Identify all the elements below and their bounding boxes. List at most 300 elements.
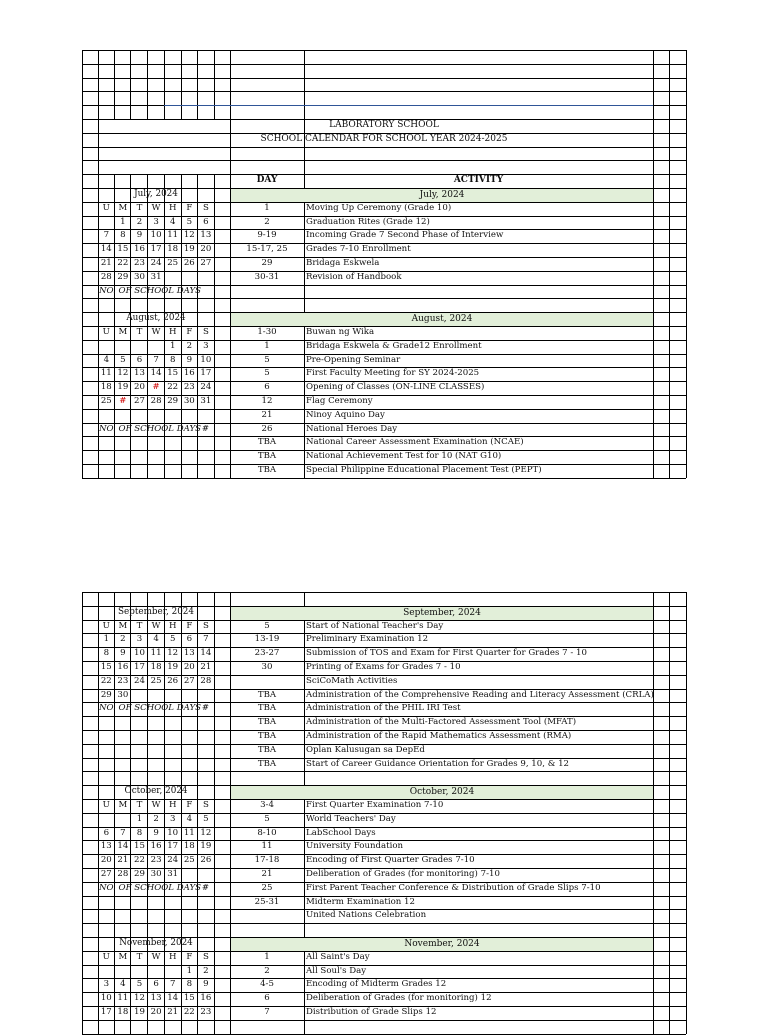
weekday-label: W bbox=[151, 951, 161, 962]
weekday-label: H bbox=[168, 327, 177, 337]
school-days-label: NO. OF SCHOOL DAYS bbox=[99, 882, 202, 893]
row-line bbox=[82, 64, 686, 65]
column-line bbox=[686, 119, 687, 174]
activity-day: 5 bbox=[264, 368, 270, 379]
activity-day: 17-18 bbox=[254, 855, 280, 866]
calendar-sheet-1 bbox=[82, 50, 686, 478]
calendar-day: 4 bbox=[169, 216, 176, 227]
activity-text: Distribution of Grade Slips 12 bbox=[306, 1007, 437, 1017]
school-name: LABORATORY SCHOOL bbox=[329, 120, 439, 130]
weekday-label: U bbox=[102, 202, 110, 213]
column-line bbox=[669, 50, 670, 119]
calendar-day: # bbox=[152, 382, 160, 393]
mini-calendar-title: October, 2024 bbox=[124, 786, 188, 797]
calendar-day: 11 bbox=[167, 230, 179, 241]
activity-text: Deliberation of Grades (for monitoring) 12 bbox=[306, 993, 492, 1004]
calendar-day: 31 bbox=[167, 869, 179, 879]
calendar-day: 20 bbox=[100, 855, 112, 866]
calendar-day: 4 bbox=[103, 354, 110, 365]
calendar-day: 12 bbox=[134, 993, 145, 1004]
weekday-label: M bbox=[118, 202, 128, 213]
activity-text: National Career Assessment Examination (NCAE) bbox=[306, 437, 524, 448]
calendar-day: 3 bbox=[169, 813, 176, 824]
calendar-day: 11 bbox=[100, 368, 112, 379]
calendar-day: 9 bbox=[186, 354, 193, 365]
column-line bbox=[686, 50, 687, 119]
school-days-label: NO. OF SCHOOL DAYS bbox=[99, 285, 202, 296]
weekday-label: W bbox=[151, 800, 161, 810]
month-header-bar: July, 2024 bbox=[231, 189, 653, 202]
activity-day: 30 bbox=[261, 662, 273, 672]
activity-text: Administration of the Multi-Factored Assessment Tool (MFAT) bbox=[306, 717, 577, 728]
weekday-label: M bbox=[118, 800, 128, 810]
calendar-day: 22 bbox=[100, 675, 112, 686]
activity-text: Revision of Handbook bbox=[306, 271, 402, 282]
activity-day: TBA bbox=[257, 689, 277, 700]
calendar-day: 26 bbox=[183, 258, 195, 268]
row-line bbox=[82, 78, 686, 79]
calendar-day: 6 bbox=[136, 354, 143, 365]
activity-day: 1 bbox=[264, 202, 270, 213]
calendar-day: 23 bbox=[183, 382, 195, 393]
activity-day: 26 bbox=[261, 423, 273, 434]
calendar-day: 1 bbox=[120, 216, 126, 227]
activity-text: First Faculty Meeting for SY 2024-2025 bbox=[306, 368, 480, 379]
calendar-day: 11 bbox=[117, 993, 129, 1004]
month-header-bar: November, 2024 bbox=[231, 938, 653, 951]
calendar-day: 10 bbox=[167, 827, 179, 838]
calendar-day: 30 bbox=[117, 689, 129, 700]
weekday-label: T bbox=[136, 202, 143, 213]
activity-text: Printing of Exams for Grades 7 - 10 bbox=[306, 662, 461, 672]
calendar-day: 24 bbox=[167, 855, 179, 866]
calendar-day: 13 bbox=[134, 368, 145, 379]
weekday-label: F bbox=[186, 327, 193, 337]
activity-text: Administration of the Rapid Mathematics Assessment (RMA) bbox=[306, 731, 572, 741]
activity-text: Grades 7-10 Enrollment bbox=[306, 244, 411, 255]
activity-day: 5 bbox=[264, 813, 270, 824]
activity-text: All Saint's Day bbox=[306, 951, 370, 962]
activity-text: Incoming Grade 7 Second Phase of Interview bbox=[306, 230, 504, 241]
calendar-day: 1 bbox=[103, 634, 110, 645]
activity-day: 30-31 bbox=[254, 271, 280, 282]
calendar-day: 23 bbox=[150, 855, 162, 866]
calendar-day: 1 bbox=[169, 340, 176, 351]
mini-calendar-title: November, 2024 bbox=[119, 938, 193, 948]
calendar-day: 16 bbox=[134, 244, 145, 255]
school-days-label: NO. OF SCHOOL DAYS bbox=[99, 703, 202, 714]
calendar-day: 3 bbox=[203, 340, 209, 351]
calendar-day: 4 bbox=[120, 979, 126, 990]
activity-day: TBA bbox=[257, 451, 277, 462]
activity-text: SciCoMath Activities bbox=[306, 675, 398, 686]
calendar-day: 11 bbox=[183, 827, 195, 838]
calendar-day: 20 bbox=[134, 382, 145, 393]
weekday-label: T bbox=[136, 327, 143, 337]
column-line bbox=[197, 50, 198, 119]
column-line bbox=[98, 50, 99, 119]
calendar-day: 27 bbox=[183, 675, 195, 686]
weekday-label: U bbox=[102, 951, 110, 962]
row-line bbox=[82, 91, 686, 92]
activity-text: Encoding of Midterm Grades 12 bbox=[306, 979, 447, 990]
column-line bbox=[686, 174, 687, 478]
calendar-day: 30 bbox=[134, 271, 145, 282]
calendar-day: 8 bbox=[186, 979, 193, 990]
calendar-day: 2 bbox=[136, 216, 143, 227]
calendar-day: 26 bbox=[200, 855, 212, 866]
activity-text: Deliberation of Grades (for monitoring) 7-10 bbox=[306, 869, 500, 879]
activity-day: 2 bbox=[264, 216, 270, 227]
calendar-day: 24 bbox=[200, 382, 212, 393]
column-line bbox=[164, 50, 165, 119]
calendar-day: 25 bbox=[100, 396, 112, 406]
calendar-day: 20 bbox=[183, 662, 195, 672]
column-line bbox=[130, 50, 131, 119]
column-line bbox=[82, 592, 83, 1034]
activity-text: LabSchool Days bbox=[306, 827, 376, 838]
activity-text: Bridaga Eskwela bbox=[306, 258, 380, 268]
calendar-day: 15 bbox=[100, 662, 112, 672]
column-line bbox=[114, 50, 115, 119]
calendar-day: 22 bbox=[167, 382, 179, 393]
calendar-day: 12 bbox=[117, 368, 129, 379]
calendar-day: 7 bbox=[203, 634, 209, 645]
weekday-label: M bbox=[118, 327, 128, 337]
column-line bbox=[82, 50, 83, 119]
activity-day: 5 bbox=[264, 354, 270, 365]
activity-day: 25-31 bbox=[254, 896, 280, 907]
activity-day: TBA bbox=[257, 758, 277, 769]
row-line bbox=[82, 1020, 686, 1021]
calendar-day: 14 bbox=[100, 244, 112, 255]
calendar-day: 21 bbox=[200, 662, 212, 672]
calendar-day: 10 bbox=[100, 993, 112, 1004]
calendar-day: 25 bbox=[183, 855, 195, 866]
calendar-day: 23 bbox=[200, 1007, 212, 1017]
calendar-day: 17 bbox=[150, 244, 162, 255]
calendar-subtitle: SCHOOL CALENDAR FOR SCHOOL YEAR 2024-2025 bbox=[260, 133, 508, 144]
activity-text: Preliminary Examination 12 bbox=[306, 634, 429, 645]
column-line bbox=[669, 174, 670, 478]
activity-day: 7 bbox=[264, 1007, 270, 1017]
calendar-day: 30 bbox=[150, 869, 162, 879]
month-header-bar: August, 2024 bbox=[231, 313, 653, 326]
calendar-day: 18 bbox=[183, 841, 195, 852]
activity-text: Oplan Kalusugan sa DepEd bbox=[306, 744, 425, 755]
row-line bbox=[82, 592, 686, 593]
calendar-day: 18 bbox=[150, 662, 162, 672]
calendar-day: 12 bbox=[183, 230, 195, 241]
activity-day: 6 bbox=[264, 382, 270, 393]
calendar-day: 5 bbox=[169, 634, 176, 645]
calendar-day: 10 bbox=[200, 354, 212, 365]
school-days-value: # bbox=[201, 703, 210, 714]
calendar-day: 8 bbox=[120, 230, 126, 241]
calendar-day: 19 bbox=[183, 244, 195, 255]
weekday-label: H bbox=[168, 620, 177, 631]
weekday-label: W bbox=[151, 202, 161, 213]
calendar-day: 12 bbox=[167, 648, 179, 659]
calendar-day: 9 bbox=[203, 979, 209, 990]
activity-day: 9-19 bbox=[257, 230, 277, 241]
calendar-day: 1 bbox=[186, 965, 193, 976]
calendar-day: 16 bbox=[183, 368, 195, 379]
calendar-day: 10 bbox=[150, 230, 162, 241]
calendar-day: 15 bbox=[134, 841, 145, 852]
calendar-day: 8 bbox=[169, 354, 176, 365]
weekday-label: U bbox=[102, 327, 110, 337]
school-days-value: # bbox=[201, 423, 210, 434]
calendar-day: 7 bbox=[169, 979, 176, 990]
weekday-label: F bbox=[186, 620, 193, 631]
calendar-day: 7 bbox=[120, 827, 126, 838]
calendar-day: 14 bbox=[200, 648, 212, 659]
calendar-day: 17 bbox=[134, 662, 145, 672]
row-line bbox=[82, 1034, 686, 1035]
activity-text: Start of Career Guidance Orientation for Grades 9, 10, & 12 bbox=[306, 758, 570, 769]
mini-calendar-title: August, 2024 bbox=[126, 313, 186, 324]
activity-day: 25 bbox=[261, 882, 273, 893]
calendar-day: 13 bbox=[200, 230, 212, 241]
calendar-day: 14 bbox=[117, 841, 129, 852]
calendar-day: 8 bbox=[136, 827, 143, 838]
row-line bbox=[82, 965, 686, 966]
activity-day: TBA bbox=[257, 717, 277, 728]
calendar-day: 26 bbox=[167, 675, 179, 686]
calendar-day: 21 bbox=[117, 855, 129, 866]
weekday-label: W bbox=[151, 327, 161, 337]
row-line bbox=[82, 298, 686, 299]
activity-day: 12 bbox=[261, 396, 273, 406]
calendar-day: 6 bbox=[186, 634, 193, 645]
calendar-sheet-2 bbox=[82, 592, 686, 1034]
calendar-day: 22 bbox=[183, 1007, 195, 1017]
weekday-label: U bbox=[102, 800, 110, 810]
activity-day: 23-27 bbox=[254, 648, 280, 659]
calendar-day: 27 bbox=[134, 396, 145, 406]
calendar-day: 19 bbox=[167, 662, 179, 672]
activity-text: National Achievement Test for 10 (NAT G10) bbox=[306, 451, 502, 462]
weekday-label: F bbox=[186, 800, 193, 810]
activity-day: 13-19 bbox=[254, 634, 280, 645]
calendar-day: 20 bbox=[150, 1007, 162, 1017]
activity-day: 11 bbox=[261, 841, 273, 852]
calendar-day: 5 bbox=[136, 979, 143, 990]
calendar-day: 23 bbox=[117, 675, 129, 686]
activity-text: Administration of the PHIL IRI Test bbox=[306, 703, 461, 714]
calendar-day: 15 bbox=[167, 368, 179, 379]
school-days-label: NO. OF SCHOOL DAYS bbox=[99, 423, 202, 434]
weekday-label: W bbox=[151, 620, 161, 631]
calendar-day: 22 bbox=[117, 258, 129, 268]
calendar-day: 29 bbox=[167, 396, 179, 406]
calendar-day: 24 bbox=[150, 258, 162, 268]
row-line bbox=[82, 160, 686, 161]
activity-text: Bridaga Eskwela & Grade12 Enrollment bbox=[306, 340, 482, 351]
calendar-day: 2 bbox=[153, 813, 159, 824]
month-header-bar: October, 2024 bbox=[231, 786, 653, 799]
calendar-day: 3 bbox=[153, 216, 159, 227]
calendar-day: 2 bbox=[186, 340, 193, 351]
calendar-day: 12 bbox=[200, 827, 212, 838]
activity-text: First Parent Teacher Conference & Distribution of Grade Slips 7-10 bbox=[306, 882, 601, 893]
activity-column-header: ACTIVITY bbox=[453, 175, 504, 186]
calendar-day: 3 bbox=[136, 634, 143, 645]
weekday-label: T bbox=[136, 800, 143, 810]
column-line bbox=[214, 50, 215, 119]
column-line bbox=[653, 174, 654, 478]
column-line bbox=[82, 174, 83, 478]
calendar-day: 31 bbox=[150, 271, 162, 282]
calendar-day: 28 bbox=[117, 869, 129, 879]
weekday-label: H bbox=[168, 951, 177, 962]
calendar-day: 29 bbox=[134, 869, 145, 879]
weekday-label: H bbox=[168, 202, 177, 213]
activity-day: TBA bbox=[257, 465, 277, 475]
weekday-label: S bbox=[202, 800, 209, 810]
calendar-day: 4 bbox=[153, 634, 159, 645]
column-line bbox=[181, 50, 182, 119]
row-line bbox=[82, 923, 686, 924]
activity-text: Opening of Classes (ON-LINE CLASSES) bbox=[306, 382, 485, 393]
calendar-day: 22 bbox=[134, 855, 145, 866]
activity-day: TBA bbox=[257, 744, 277, 755]
calendar-day: 5 bbox=[186, 216, 193, 227]
calendar-day: 17 bbox=[167, 841, 179, 852]
calendar-day: 4 bbox=[186, 813, 193, 824]
calendar-day: 16 bbox=[200, 993, 212, 1004]
weekday-label: F bbox=[186, 202, 193, 213]
calendar-day: 1 bbox=[136, 813, 143, 824]
column-line bbox=[230, 50, 231, 119]
calendar-day: 5 bbox=[203, 813, 209, 824]
calendar-day: 2 bbox=[120, 634, 126, 645]
header-rule bbox=[164, 105, 653, 106]
activity-text: Administration of the Comprehensive Reading and Literacy Assessment (CRLA) bbox=[306, 689, 654, 700]
calendar-day: 9 bbox=[136, 230, 143, 241]
calendar-day: 28 bbox=[100, 271, 112, 282]
calendar-day: 29 bbox=[117, 271, 129, 282]
month-header-bar: September, 2024 bbox=[231, 607, 653, 620]
calendar-day: 7 bbox=[103, 230, 110, 241]
calendar-day: 13 bbox=[183, 648, 195, 659]
activity-day: 21 bbox=[261, 869, 273, 879]
column-line bbox=[653, 592, 654, 1034]
calendar-day: 30 bbox=[183, 396, 195, 406]
calendar-day: 25 bbox=[150, 675, 162, 686]
activity-text: National Heroes Day bbox=[306, 423, 398, 434]
calendar-day: 18 bbox=[100, 382, 112, 393]
calendar-day: 21 bbox=[167, 1007, 179, 1017]
activity-text: Ninoy Aquino Day bbox=[306, 409, 385, 420]
calendar-day: 10 bbox=[134, 648, 145, 659]
calendar-day: 15 bbox=[183, 993, 195, 1004]
calendar-day: 19 bbox=[200, 841, 212, 852]
column-line bbox=[653, 50, 654, 119]
weekday-label: F bbox=[186, 951, 193, 962]
calendar-day: 5 bbox=[120, 354, 126, 365]
column-line bbox=[304, 592, 305, 1034]
calendar-day: 18 bbox=[167, 244, 179, 255]
activity-day: 2 bbox=[264, 965, 270, 976]
calendar-day: 16 bbox=[150, 841, 162, 852]
weekday-label: S bbox=[202, 951, 209, 962]
calendar-day: 17 bbox=[100, 1007, 112, 1017]
weekday-label: M bbox=[118, 951, 128, 962]
calendar-day: 6 bbox=[153, 979, 159, 990]
weekday-label: T bbox=[136, 620, 143, 631]
activity-day: 1 bbox=[264, 340, 270, 351]
calendar-day: 18 bbox=[117, 1007, 129, 1017]
column-line bbox=[686, 592, 687, 1034]
activity-day: TBA bbox=[257, 437, 277, 448]
activity-text: World Teachers' Day bbox=[306, 813, 396, 824]
column-line bbox=[304, 50, 305, 119]
activity-day: 6 bbox=[264, 993, 270, 1004]
calendar-day: 14 bbox=[150, 368, 162, 379]
calendar-day: 2 bbox=[203, 965, 209, 976]
row-line bbox=[82, 50, 686, 51]
activity-text: Submission of TOS and Exam for First Quarter for Grades 7 - 10 bbox=[306, 648, 587, 659]
calendar-day: 13 bbox=[100, 841, 112, 852]
weekday-label: S bbox=[202, 620, 209, 631]
activity-day: 21 bbox=[261, 409, 273, 420]
calendar-day: 15 bbox=[117, 244, 129, 255]
activity-day: 4-5 bbox=[260, 979, 274, 990]
activity-day: 15-17, 25 bbox=[246, 244, 288, 255]
school-days-value: # bbox=[201, 882, 210, 893]
row-line bbox=[82, 478, 686, 479]
activity-day: 3-4 bbox=[260, 800, 274, 810]
calendar-day: 7 bbox=[153, 354, 159, 365]
calendar-day: 20 bbox=[200, 244, 212, 255]
column-line bbox=[304, 174, 305, 478]
weekday-label: H bbox=[168, 800, 177, 810]
activity-text: Midterm Examination 12 bbox=[306, 896, 415, 907]
calendar-day: 29 bbox=[100, 689, 112, 700]
calendar-day: 8 bbox=[103, 648, 110, 659]
calendar-day: 17 bbox=[200, 368, 212, 379]
weekday-label: M bbox=[118, 620, 128, 631]
mini-calendar-title: September, 2024 bbox=[117, 606, 194, 617]
calendar-day: 16 bbox=[117, 662, 129, 672]
day-column-header: DAY bbox=[256, 175, 278, 186]
activity-day: 8-10 bbox=[257, 827, 277, 838]
activity-day: 1 bbox=[264, 951, 270, 962]
weekday-label: U bbox=[102, 620, 110, 631]
activity-text: Graduation Rites (Grade 12) bbox=[306, 216, 430, 227]
calendar-day: 6 bbox=[203, 216, 209, 227]
activity-text: Buwan ng Wika bbox=[306, 327, 375, 337]
calendar-day: 9 bbox=[120, 648, 126, 659]
calendar-day: 27 bbox=[100, 869, 112, 879]
mini-calendar-title: July, 2024 bbox=[134, 189, 178, 199]
calendar-day: 23 bbox=[134, 258, 145, 268]
activity-text: United Nations Celebration bbox=[306, 910, 427, 921]
calendar-day: 31 bbox=[200, 396, 212, 406]
activity-day: TBA bbox=[257, 731, 277, 741]
activity-text: All Soul's Day bbox=[306, 965, 367, 976]
activity-day: 29 bbox=[261, 258, 273, 268]
column-line bbox=[669, 592, 670, 1034]
activity-text: Start of National Teacher's Day bbox=[306, 620, 444, 631]
calendar-day: 19 bbox=[134, 1007, 145, 1017]
calendar-day: 3 bbox=[103, 979, 110, 990]
calendar-day: 28 bbox=[200, 675, 212, 686]
calendar-day: 14 bbox=[167, 993, 179, 1004]
activity-text: University Foundation bbox=[306, 841, 404, 852]
